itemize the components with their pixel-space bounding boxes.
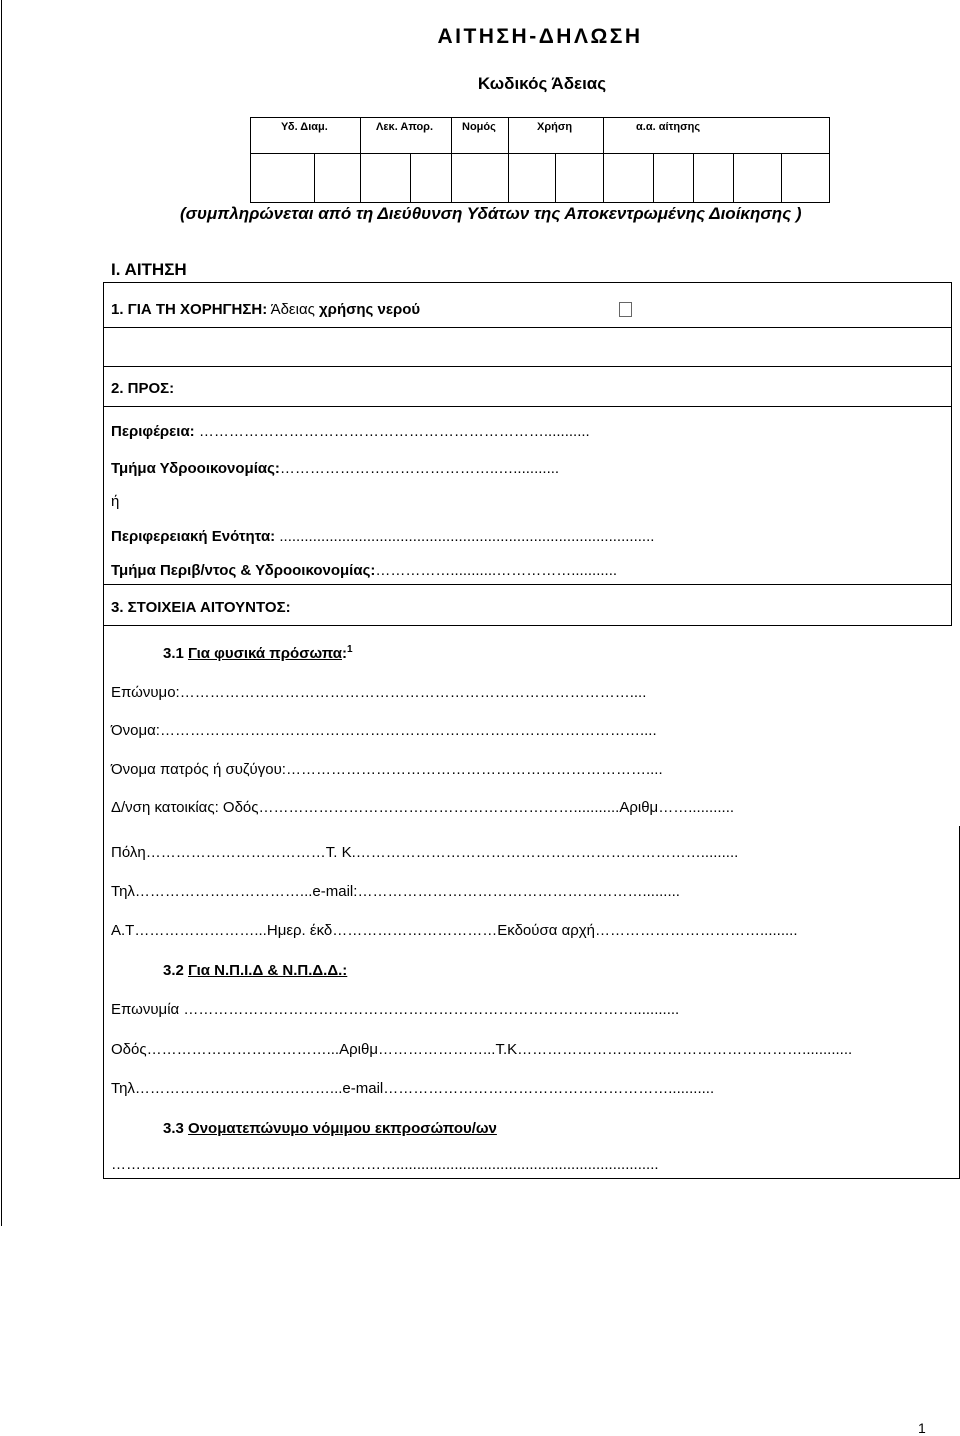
legal-entities-label: Για Ν.Π.Ι.Δ & Ν.Π.Δ.Δ.: bbox=[188, 962, 348, 979]
company-street-label: Οδός bbox=[111, 1041, 147, 1058]
phone-row bbox=[111, 884, 680, 899]
father-name-field[interactable]: ……………………………………………………………….... bbox=[285, 761, 663, 778]
representative-heading bbox=[163, 1121, 497, 1136]
natural-persons-colon: : bbox=[342, 645, 347, 662]
postcode-label: Τ. Κ. bbox=[325, 844, 356, 861]
code-header-use: Χρήση bbox=[537, 121, 573, 133]
representative-number: 3.3 bbox=[163, 1120, 184, 1137]
company-number-field[interactable]: …………………... bbox=[377, 1041, 496, 1058]
id-field[interactable]: ……………………... bbox=[134, 922, 267, 939]
company-number-label: Αριθμ bbox=[339, 1041, 378, 1058]
region-row bbox=[111, 424, 590, 439]
father-name-row bbox=[111, 762, 663, 777]
first-name-field[interactable]: …………………………………………………………………………………….... bbox=[159, 722, 657, 739]
city-label: Πόλη bbox=[111, 844, 146, 861]
company-phone-row bbox=[111, 1081, 714, 1096]
representative-label: Ονοματεπώνυμο νόμιμου εκπροσώπου/ων bbox=[188, 1120, 497, 1137]
page-left-border bbox=[1, 0, 2, 1226]
water-dept-label: Τμήμα Υδροοικονομίας: bbox=[111, 460, 280, 477]
email-field[interactable]: …………………………………………………......... bbox=[357, 883, 680, 900]
company-name-row bbox=[111, 1002, 679, 1017]
legal-entities-number: 3.2 bbox=[163, 962, 184, 979]
env-dept-row bbox=[111, 563, 617, 578]
license-code-title: Κωδικός Άδειας bbox=[477, 74, 607, 93]
region-label: Περιφέρεια: bbox=[111, 423, 195, 440]
father-name-label: Όνομα πατρός ή συζύγου: bbox=[111, 761, 286, 778]
code-header-basin: Λεκ. Απορ. bbox=[376, 121, 434, 133]
company-postcode-field[interactable]: …………………………………………………............ bbox=[517, 1041, 853, 1058]
grant-label: 1. ΓΙΑ ΤΗ ΧΟΡΗΓΗΣΗ: bbox=[111, 301, 268, 318]
first-name-label: Όνομα: bbox=[111, 722, 160, 739]
id-row bbox=[111, 923, 798, 938]
grant-row bbox=[111, 302, 420, 317]
issuing-authority-label: Εκδούσα αρχή bbox=[497, 922, 595, 939]
email-label: e-mail: bbox=[312, 883, 358, 900]
code-header-water-district: Υδ. Διαμ. bbox=[281, 121, 328, 133]
street-number-label: Αριθμ bbox=[619, 799, 659, 816]
regional-unit-field[interactable]: .......................................................................................... bbox=[279, 528, 655, 545]
regional-unit-label: Περιφερειακή Ενότητα: bbox=[111, 528, 276, 545]
street-label: Δ/νση κατοικίας: Οδός bbox=[111, 799, 259, 816]
regional-unit-row bbox=[111, 529, 654, 544]
env-dept-label: Τμήμα Περιβ/ντος & Υδροοικονομίας: bbox=[111, 562, 376, 579]
license-code-table bbox=[250, 117, 830, 203]
natural-persons-number: 3.1 bbox=[163, 645, 184, 662]
company-email-label: e-mail bbox=[342, 1080, 384, 1097]
city-field[interactable]: ……………………………… bbox=[145, 844, 326, 861]
water-use-checkbox[interactable] bbox=[619, 302, 632, 317]
surname-field[interactable]: ……………………………………………………………………………….... bbox=[179, 684, 647, 701]
to-heading: 2. ΠΡΟΣ: bbox=[111, 380, 175, 397]
city-row bbox=[111, 845, 738, 860]
postcode-field[interactable]: ……………………………………………………………......... bbox=[355, 844, 739, 861]
address-row bbox=[111, 800, 734, 815]
street-number-field[interactable]: ……........... bbox=[658, 799, 735, 816]
company-phone-field[interactable]: …………………………………... bbox=[134, 1080, 343, 1097]
natural-persons-heading bbox=[163, 645, 353, 661]
company-postcode-label: Τ.Κ bbox=[495, 1041, 518, 1058]
issue-date-label: Ημερ. έκδ bbox=[266, 922, 333, 939]
grant-license-word: Άδειας bbox=[270, 301, 315, 318]
natural-persons-label: Για φυσικά πρόσωπα bbox=[188, 645, 342, 662]
section-application-heading: Ι. ΑΙΤΗΣΗ bbox=[111, 260, 187, 279]
document-title: ΑΙΤΗΣΗ-ΔΗΛΩΣΗ bbox=[437, 25, 643, 48]
surname-row bbox=[111, 685, 646, 700]
company-name-label: Επωνυμία bbox=[111, 1001, 180, 1018]
street-field[interactable]: ………………………………………………………........... bbox=[258, 799, 620, 816]
or-text: ή bbox=[111, 493, 120, 510]
issue-date-field[interactable]: …………………………… bbox=[332, 922, 498, 939]
water-dept-field[interactable]: ……………………………………..…........... bbox=[279, 460, 560, 477]
id-label: Α.Τ bbox=[111, 922, 135, 939]
phone-field[interactable]: ……………………………... bbox=[134, 883, 313, 900]
footnote-marker: 1 bbox=[347, 644, 353, 655]
company-street-field[interactable]: ………………………………... bbox=[146, 1041, 340, 1058]
company-phone-label: Τηλ bbox=[111, 1080, 135, 1097]
water-dept-row bbox=[111, 461, 559, 476]
issuing-authority-field[interactable]: ……………………………......... bbox=[594, 922, 798, 939]
applicant-heading: 3. ΣΤΟΙΧΕΙΑ ΑΙΤΟΥΝΤΟΣ: bbox=[111, 599, 291, 616]
code-header-prefecture: Νομός bbox=[462, 121, 496, 133]
region-field[interactable]: ……………………………………………………………........... bbox=[198, 423, 590, 440]
surname-label: Επώνυμο: bbox=[111, 684, 180, 701]
page-number: 1 bbox=[918, 1420, 926, 1436]
phone-label: Τηλ bbox=[111, 883, 135, 900]
fill-note: (συμπληρώνεται από τη Διεύθυνση Υδάτων της Αποκεντρωμένης Διοίκησης ) bbox=[180, 204, 802, 223]
first-name-row bbox=[111, 723, 657, 738]
company-email-field[interactable]: …………………………………………………........... bbox=[383, 1080, 715, 1097]
company-name-field[interactable]: ………………………………………………………………………………........... bbox=[183, 1001, 680, 1018]
company-address-row bbox=[111, 1042, 852, 1057]
grant-water-use: χρήσης νερού bbox=[319, 301, 421, 318]
legal-entities-heading bbox=[163, 963, 347, 978]
env-dept-field[interactable]: ……………...........……………........... bbox=[375, 562, 618, 579]
code-header-application-number: α.α. αίτησης bbox=[636, 121, 701, 133]
representative-field[interactable]: …………………………………………………............................................................... bbox=[111, 1156, 659, 1173]
